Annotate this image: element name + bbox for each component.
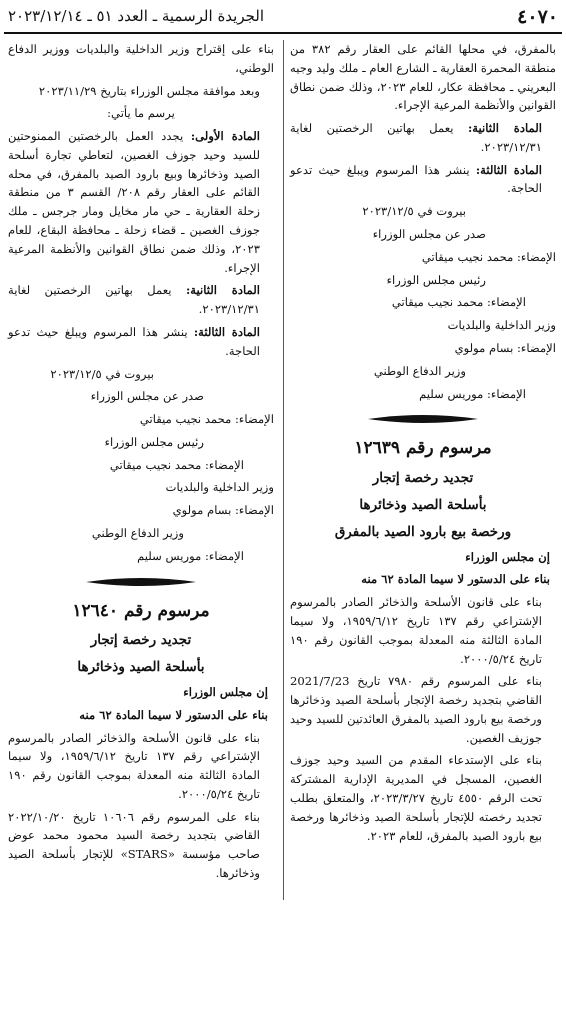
signature-line: الإمضاء: محمد نجيب ميقاتي	[421, 249, 556, 264]
left-column	[8, 40, 274, 887]
article-label: المادة الثالثة:	[193, 324, 260, 339]
signature-line: وزير الداخلية والبلديات	[165, 480, 274, 495]
article-label: المادة الثانية:	[467, 121, 542, 136]
decree-date: بيروت في ٢٠٢٣/١٢/٥	[50, 366, 154, 381]
constitution-basis: بناء على الدستور لا سيما المادة ٦٢ منه	[79, 707, 268, 722]
basis-paragraph: بناء على المرسوم رقم ٧٩٨٠ تاريخ 2021/7/23 القاضي بتجديد رخصة الإتجار بأسلحة الصيد وذخائرها ورخصة بيع بارود الصيد بالمفرق العائدتين للسيد وحيد جوزيف الغصين.	[290, 674, 542, 745]
signature-line: وزير الدفاع الوطني	[373, 363, 466, 378]
signature-line: صدر عن مجلس الوزراء	[90, 389, 204, 404]
gazette-issue-line: الجريدة الرسمية ـ العدد ٥١ ـ ٢٠٢٣/١٢/١٤	[8, 7, 265, 25]
approval-paragraph: وبعد موافقة مجلس الوزراء بتاريخ ٢٠٢٣/١١/٢٩	[38, 83, 260, 98]
proposal-paragraph: بناء على إقتراح وزير الداخلية والبلديات ووزير الدفاع الوطني،	[8, 42, 274, 75]
article-3	[8, 323, 274, 361]
signature-line: الإمضاء: محمد نجيب ميقاتي	[109, 457, 244, 472]
decree-title: بأسلحة الصيد وذخائرها	[359, 496, 487, 513]
article-text: يعمل بهاتين الرخصتين لغاية ٢٠٢٣/١٢/٣١.	[290, 121, 542, 154]
basis-paragraph: بناء على المرسوم رقم ١٠٦٠٦ تاريخ ٢٠٢٢/١٠/٢٠ القاضي بتجديد رخصة السيد محمود محمد عوض صاحب مؤسسة «STARS» للإتجار بأسلحة الصيد وذخائرها.	[8, 809, 260, 880]
decree-date: بيروت في ٢٠٢٣/١٢/٥	[362, 204, 466, 219]
intro-paragraph: بالمفرق، في محلها القائم على العقار رقم ٣٨٢ من منطقة المحمرة العقارية ـ الشارع العام ـ ملك وليد وجيه البعريني ـ محافظة عكار، للعام ٢٠٢٣، وذلك ضمن نطاق القوانين والأنظمة المرعية الإجراء.	[290, 42, 556, 113]
signature-line: رئيس مجلس الوزراء	[386, 272, 486, 287]
council-heading: إن مجلس الوزراء	[465, 549, 550, 564]
signature-line: الإمضاء: بسام مولوي	[454, 340, 556, 355]
decree-number: مرسوم رقم ١٢٦٤٠	[72, 600, 210, 621]
right-column	[290, 40, 556, 849]
decrees-heading: يرسم ما يأتي:	[107, 106, 175, 121]
article-2	[8, 281, 274, 319]
article-label: المادة الأولى:	[190, 129, 260, 144]
section-separator-ornament	[86, 576, 196, 588]
constitution-basis: بناء على الدستور لا سيما المادة ٦٢ منه	[361, 572, 550, 587]
council-heading: إن مجلس الوزراء	[183, 684, 268, 699]
article-3	[290, 161, 556, 199]
signature-line: الإمضاء: بسام مولوي	[172, 503, 274, 518]
signature-line: وزير الداخلية والبلديات	[447, 318, 556, 333]
signature-line: وزير الدفاع الوطني	[91, 525, 184, 540]
article-1	[8, 127, 274, 277]
basis-paragraph: بناء على قانون الأسلحة والذخائر الصادر بالمرسوم الإشتراعي رقم ١٣٧ تاريخ ١٩٥٩/٦/١٢، ولا سيما المادة الثالثة منه المعدلة بموجب القانون رقم ١٩٠ تاريخ ٢٠٠٠/٥/٢٤.	[8, 730, 260, 801]
decree-title: تجديد رخصة إتجار	[90, 632, 192, 649]
article-text: ينشر هذا المرسوم ويبلغ حيث تدعو الحاجة.	[290, 162, 542, 196]
basis-paragraph: بناء على الإستدعاء المقدم من السيد وحيد جوزف الغصين، المسجل في المديرية الإدارية المشتركة تحت الرقم ٤٥٥٠ تاريخ ٢٠٢٣/٣/٢٧، والمتعلق بطلب تجديد رخصته للإتجار بأسلحة الصيد وذخائرها ورخصة بيع بارود الصيد بالمفرق، للعام ٢٠٢٣.	[290, 753, 542, 843]
column-divider	[283, 40, 284, 900]
section-separator-ornament	[368, 413, 478, 425]
decree-title: بأسلحة الصيد وذخائرها	[77, 659, 205, 675]
decree-title: ورخصة بيع بارود الصيد بالمفرق	[334, 523, 512, 540]
header-rule	[4, 32, 562, 34]
signature-line: رئيس مجلس الوزراء	[104, 434, 204, 449]
basis-paragraph: بناء على قانون الأسلحة والذخائر الصادر بالمرسوم الإشتراعي رقم ١٣٧ تاريخ ١٩٥٩/٦/١٢، ولا سيما المادة الثالثة منه المعدلة بموجب القانون رقم ١٩٠ تاريخ ٢٠٠٠/٥/٢٤.	[290, 595, 542, 666]
signature-line: الإمضاء: محمد نجيب ميقاتي	[391, 295, 526, 310]
signature-line: الإمضاء: موريس سليم	[419, 386, 526, 401]
decree-title: تجديد رخصة إتجار	[372, 469, 474, 486]
article-text: يجدد العمل بالرخصتين الممنوحتين للسيد وحيد جوزف الغصين، لتعاطي تجارة أسلحة الصيد وذخائرها وبيع بارود الصيد بالمفرق، في محله القائم على العقار رقم ٢٠٨/ القسم ٣ من منطقة زحلة العقارية ـ حي مار مخايل ومار جرجس ـ ملك جوزف الغصين ـ قضاء زحلة ـ محافظة البقاع، للعام ٢٠٢٣، وذلك ضمن نطاق القوانين والأنظمة المرعية الإجراء.	[8, 129, 260, 275]
signature-line: الإمضاء: موريس سليم	[137, 548, 244, 563]
article-text: ينشر هذا المرسوم ويبلغ حيث تدعو الحاجة.	[8, 324, 260, 358]
article-2	[290, 119, 556, 157]
article-label: المادة الثانية:	[185, 283, 260, 298]
article-label: المادة الثالثة:	[475, 162, 542, 177]
signature-line: الإمضاء: محمد نجيب ميقاتي	[139, 412, 274, 427]
page-header	[0, 0, 566, 34]
signature-line: صدر عن مجلس الوزراء	[372, 227, 486, 242]
page-number: ٤٠٧٠	[517, 6, 558, 28]
article-text: يعمل بهاتين الرخصتين لغاية ٢٠٢٣/١٢/٣١.	[8, 283, 260, 317]
decree-number: مرسوم رقم ١٢٦٣٩	[354, 438, 492, 459]
